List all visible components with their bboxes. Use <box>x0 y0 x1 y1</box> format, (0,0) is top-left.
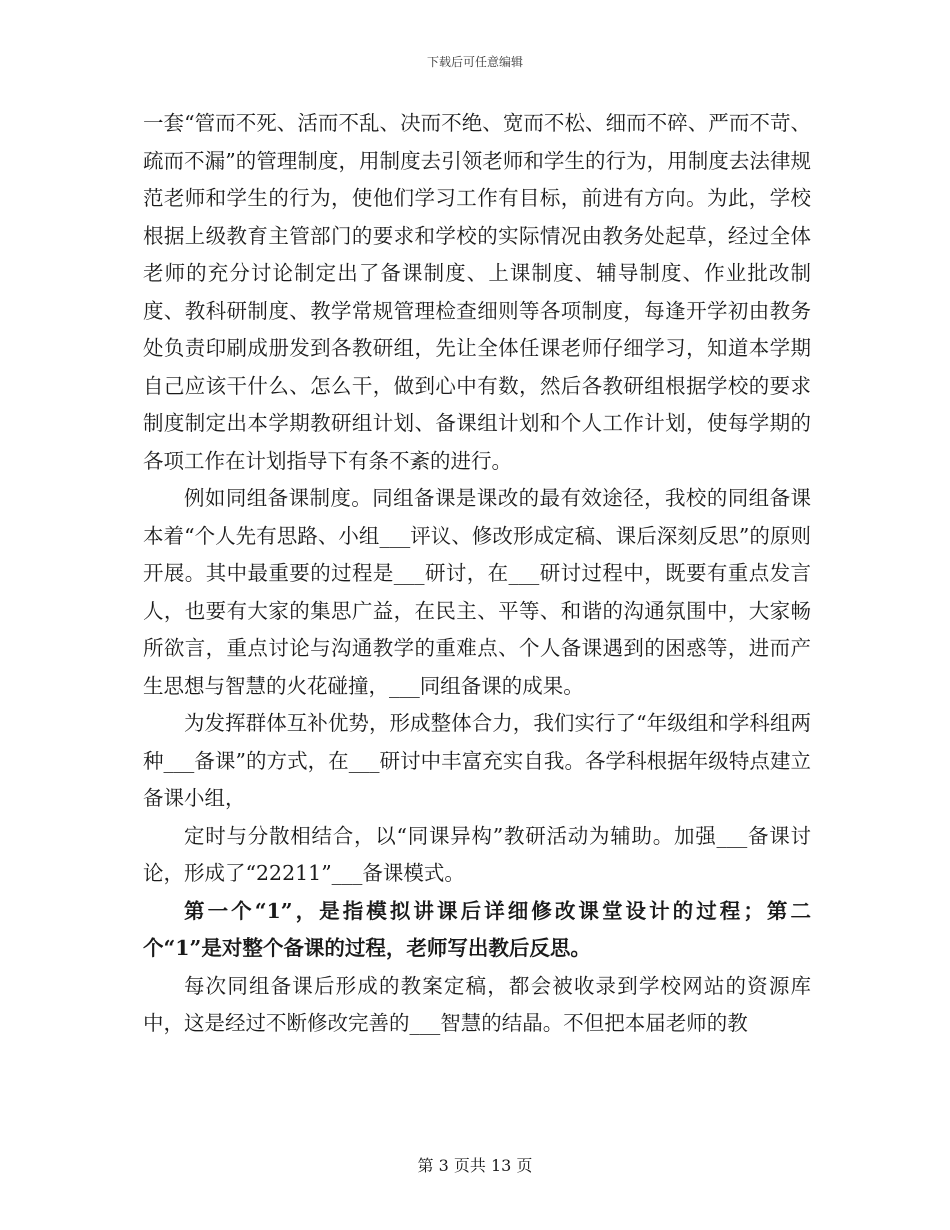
paragraph-group-lesson-prep: 例如同组备课制度。同组备课是课改的最有效途径，我校的同组备课本着“个人先有思路、小组___评议、修改形成定稿、课后深刻反思”的原则开展。其中最重要的过程是___研讨，在___研讨过程中，既要有重点发言人，也要有大家的集思广益，在民主、平等、和谐的沟通氛围中，大家畅所欲言，重点讨论与沟通教学的重难点、个人备课遇到的困惑等，进而产生思想与智慧的火花碰撞，___同组备课的成果。 <box>143 486 811 698</box>
paragraph-management-system: 一套“管而不死、活而不乱、决而不绝、宽而不松、细而不碎、严而不苛、疏而不漏”的管理制度，用制度去引领老师和学生的行为，用制度去法律规范老师和学生的行为，使他们学习工作有目标，前进有方向。为此，学校根据上级教育主管部门的要求和学校的实际情况由教务处起草，经过全体老师的充分讨论制定出了备课制度、上课制度、辅导制度、作业批改制度、教科研制度、教学常规管理检查细则等各项制度，每逢开学初由教务处负责印刷成册发到各教研组，先让全体任课老师仔细学习，知道本学期自己应该干什么、怎么干，做到心中有数，然后各教研组根据学校的要求制度制定出本学期教研组计划、备课组计划和个人工作计划，使每学期的各项工作在计划指导下有条不紊的进行。 <box>143 111 811 473</box>
paragraph-group-advantage: 为发挥群体互补优势，形成整体合力，我们实行了“年级组和学科组两种___备课”的方式，在___研讨中丰富充实自我。各学科根据年级特点建立备课小组， <box>143 711 811 810</box>
paragraph-bold-process: 第一个“1”，是指模拟讲课后详细修改课堂设计的过程；第二个“1”是对整个备课的过程，老师写出教后反思。 <box>143 898 811 960</box>
page-number: 第 3 页共 13 页 <box>417 1156 533 1175</box>
paragraph-resource-library: 每次同组备课后形成的教案定稿，都会被收录到学校网站的资源库中，这是经过不断修改完善的___智慧的结晶。不但把本届老师的教 <box>143 973 811 1035</box>
document-body <box>143 105 811 1043</box>
paragraph-prep-mode: 定时与分散相结合，以“同课异构”教研活动为辅助。加强___备课讨论，形成了“22211”___备课模式。 <box>143 823 811 885</box>
page-header: 下载后可任意编辑 <box>426 55 523 69</box>
